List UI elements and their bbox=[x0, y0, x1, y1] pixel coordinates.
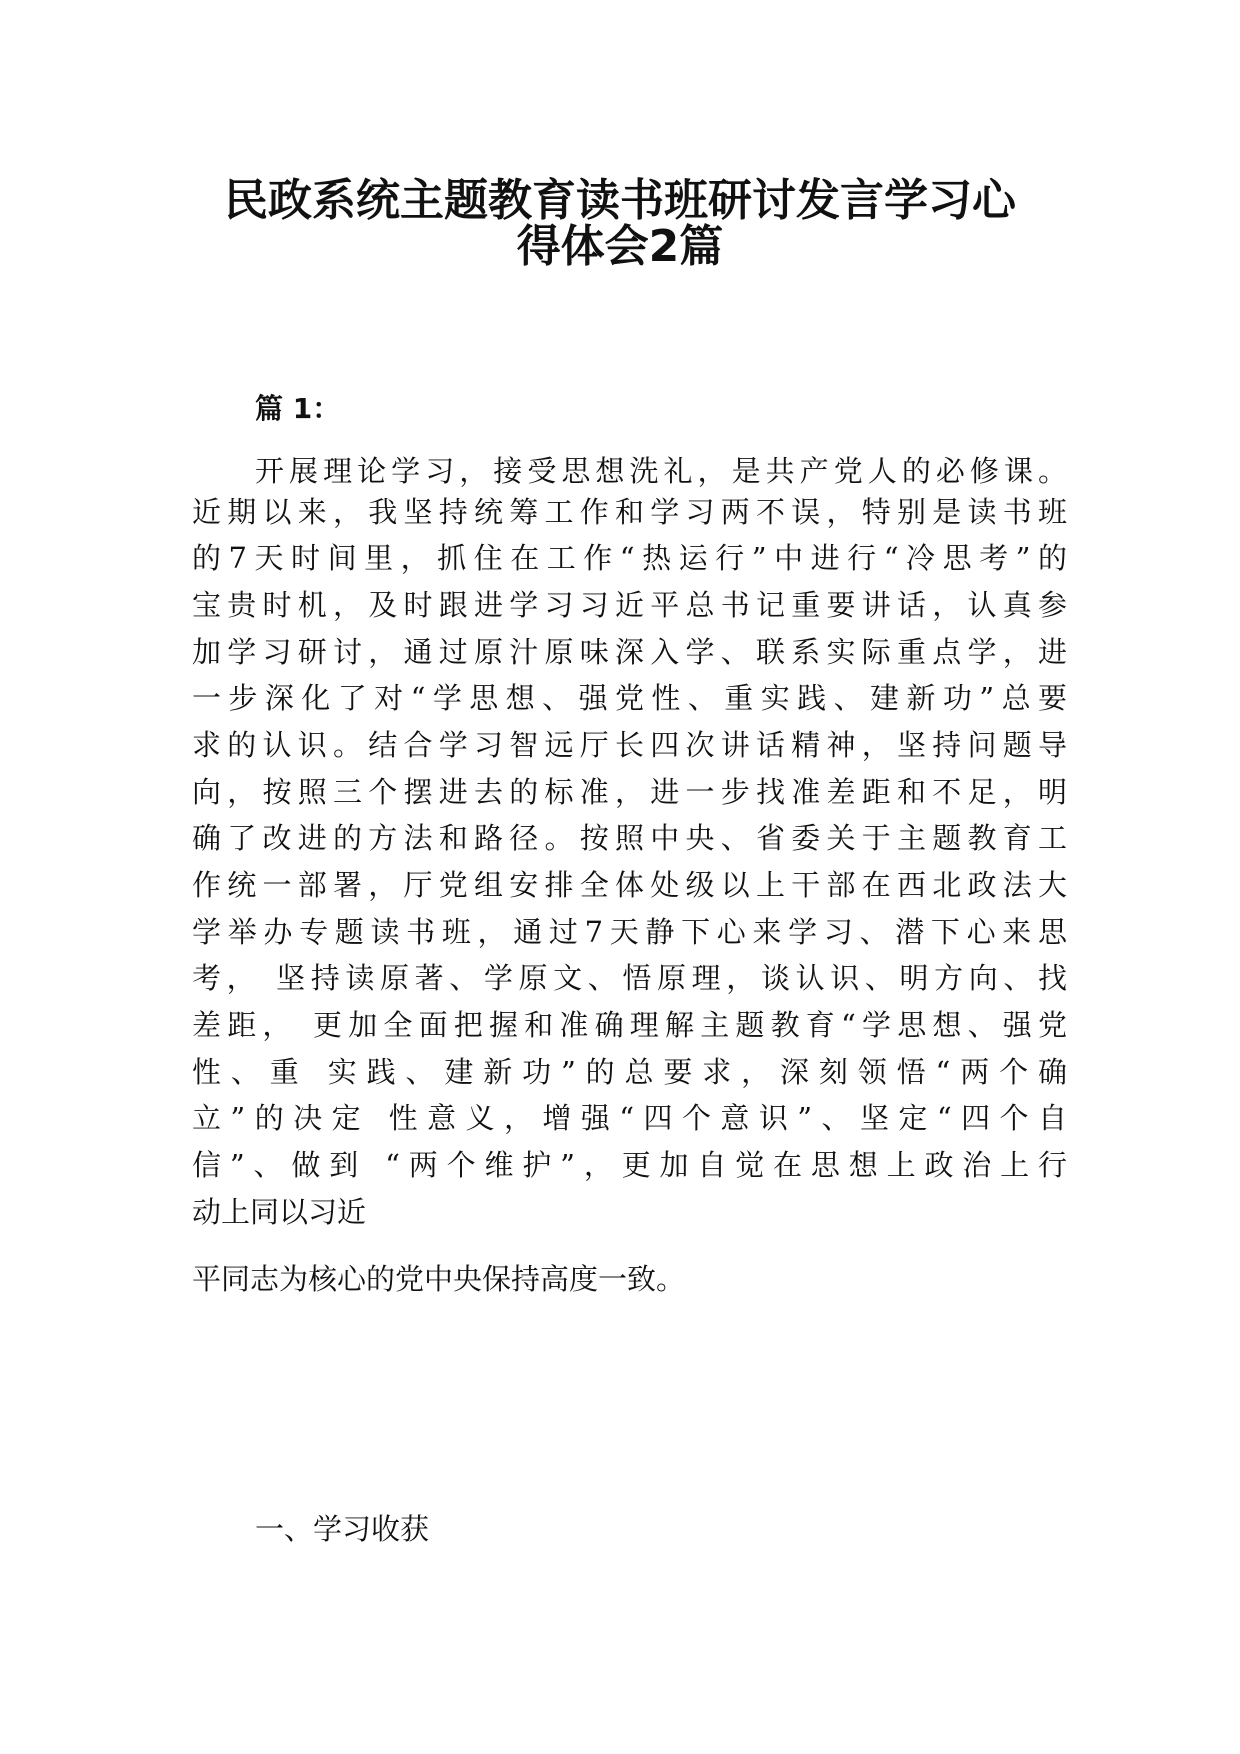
paragraph-line: 学举办专题读书班，通过7天静下心来学习、潜下心来思 bbox=[192, 915, 1067, 949]
subsection-heading: 一、学习收获 bbox=[255, 1512, 430, 1546]
paragraph-line: 信”、做到 “两个维护”，更加自觉在思想上政治上行 bbox=[192, 1148, 1067, 1182]
paragraph-line: 加学习研讨，通过原汁原味深入学、联系实际重点学，进 bbox=[192, 635, 1067, 669]
document-title-line-2: 得体会2篇 bbox=[516, 221, 724, 272]
paragraph-line: 作统一部署，厅党组安排全体处级以上干部在西北政法大 bbox=[192, 868, 1067, 902]
paragraph-line: 宝贵时机，及时跟进学习习近平总书记重要讲话，认真参 bbox=[192, 588, 1067, 622]
paragraph-line: 差距， 更加全面把握和准确理解主题教育“学思想、强党 bbox=[192, 1008, 1067, 1042]
paragraph-line: 一步深化了对“学思想、强党性、重实践、建新功”总要 bbox=[192, 681, 1067, 715]
paragraph-continuation: 平同志为核心的党中央保持高度一致。 bbox=[192, 1262, 686, 1296]
paragraph-line: 的7天时间里，抓住在工作“热运行”中进行“冷思考”的 bbox=[192, 541, 1067, 575]
paragraph-line: 求的认识。结合学习智远厅长四次讲话精神，坚持问题导 bbox=[192, 728, 1067, 762]
paragraph-line: 性、重 实践、建新功”的总要求，深刻领悟“两个确 bbox=[192, 1055, 1067, 1089]
paragraph-line: 动上同以习近 bbox=[192, 1195, 367, 1229]
section-heading: 篇 1： bbox=[255, 392, 341, 425]
paragraph-line: 考， 坚持读原著、学原文、悟原理，谈认识、明方向、找 bbox=[192, 961, 1067, 995]
document-title-line-1: 民政系统主题教育读书班研讨发言学习心 bbox=[224, 175, 1016, 226]
paragraph-line: 近期以来，我坚持统筹工作和学习两不误，特别是读书班 bbox=[192, 495, 1067, 529]
paragraph-line: 向，按照三个摆进去的标准，进一步找准差距和不足，明 bbox=[192, 775, 1067, 809]
paragraph-line: 立”的决定 性意义，增强“四个意识”、坚定“四个自 bbox=[192, 1101, 1067, 1135]
paragraph-line: 开展理论学习，接受思想洗礼，是共产党人的必修课。 bbox=[255, 454, 1067, 488]
paragraph-line: 确了改进的方法和路径。按照中央、省委关于主题教育工 bbox=[192, 821, 1067, 855]
